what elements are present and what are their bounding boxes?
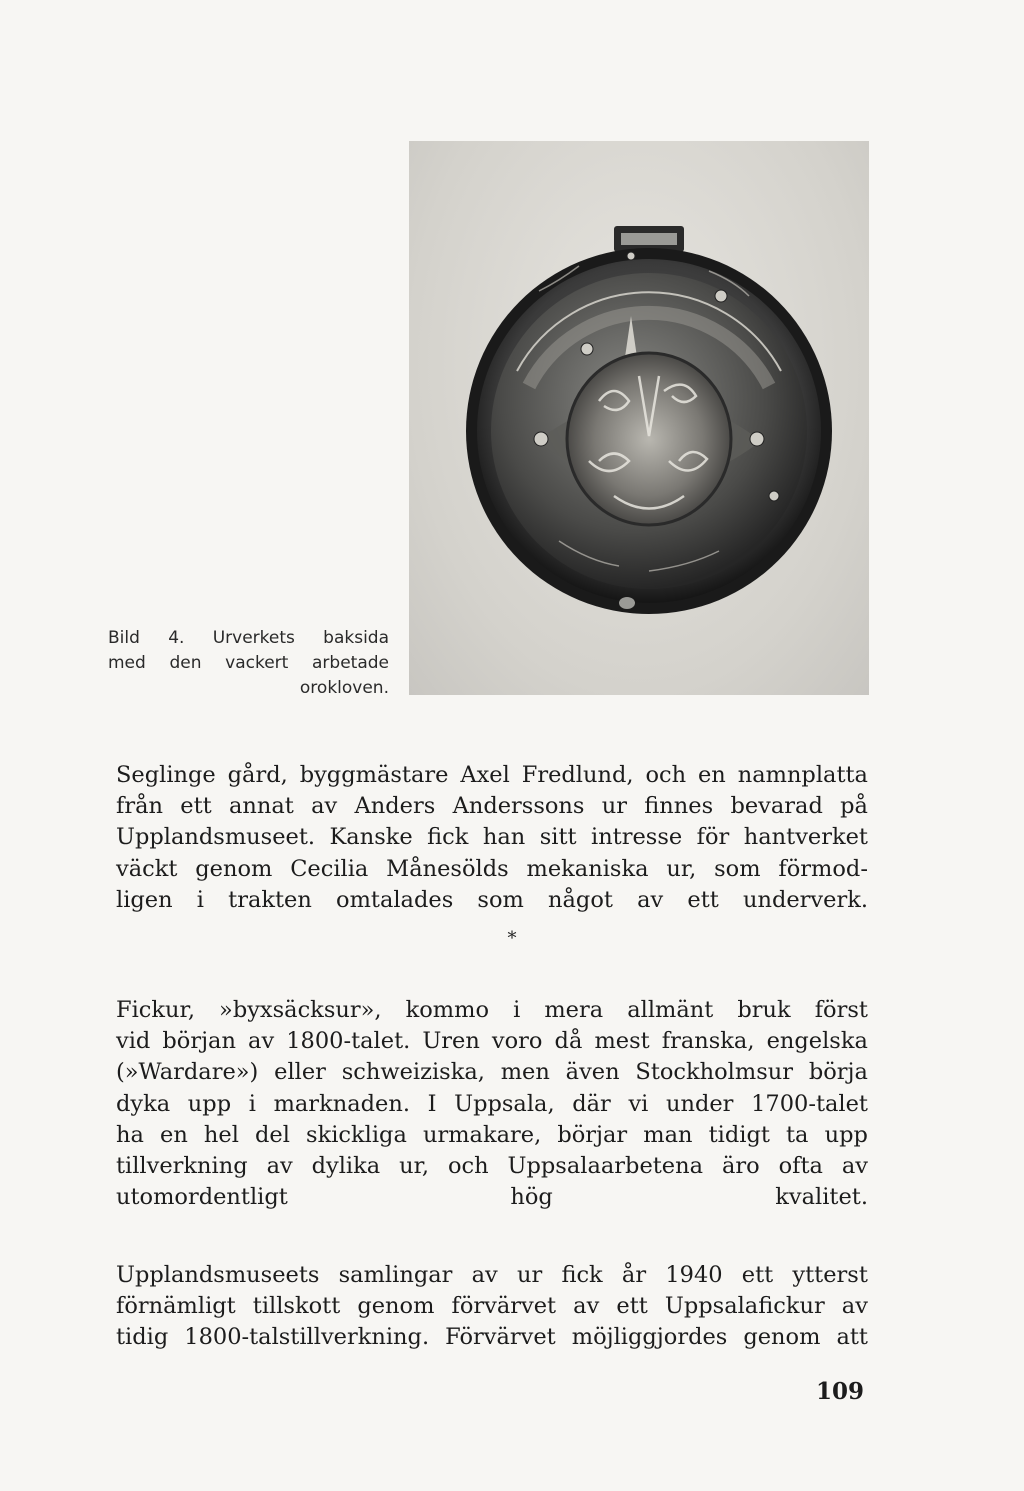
text-line: ligen i trakten omtalades som något av ett underverk. — [116, 886, 868, 913]
caption-line: Bild 4. Urverkets baksida — [108, 628, 389, 648]
text-line: dyka upp i marknaden. I Uppsala, där vi under 1700-talet — [116, 1090, 868, 1117]
text-line: Upplandsmuseets samlingar av ur fick år 1940 ett ytterst — [116, 1262, 868, 1288]
figure-caption — [108, 626, 389, 701]
text-line: väckt genom Cecilia Månesölds mekaniska ur, som förmod- — [116, 855, 868, 882]
text-line: från ett annat av Anders Anderssons ur finnes bevarad på — [116, 793, 868, 820]
text-line: förnämligt tillskott genom förvärvet av ett Uppsalafickur av — [116, 1293, 868, 1320]
caption-line: med den vackert arbetade — [108, 653, 389, 673]
paragraph-1 — [116, 760, 868, 916]
text-line: Upplandsmuseet. Kanske fick han sitt intresse för hantverket — [116, 824, 868, 851]
watch-movement-photo — [409, 141, 869, 695]
text-line: ha en hel del skickliga urmakare, börjar man tidigt ta upp — [116, 1121, 868, 1148]
text-line: (»Wardare») eller schweiziska, men även Stockholmsur börja — [116, 1059, 868, 1086]
watch-back-image — [409, 141, 869, 695]
text-line: vid början av 1800-talet. Uren voro då mest franska, engelska — [116, 1028, 868, 1055]
paragraph-2 — [116, 995, 868, 1213]
text-line: tidig 1800-talstillverkning. Förvärvet möjliggjordes genom att — [116, 1324, 868, 1351]
page-number: 109 — [816, 1378, 865, 1405]
paragraph-3 — [116, 1260, 868, 1354]
section-separator: * — [507, 928, 517, 949]
text-line: Seglinge gård, byggmästare Axel Fredlund, och en namnplatta — [116, 762, 868, 788]
caption-line: orokloven. — [299, 678, 389, 698]
text-line: utomordentligt hög kvalitet. — [116, 1184, 868, 1211]
text-line: tillverkning av dylika ur, och Uppsalaarbetena äro ofta av — [116, 1153, 868, 1180]
text-line: Fickur, »byxsäcksur», kommo i mera allmänt bruk först — [116, 997, 868, 1023]
